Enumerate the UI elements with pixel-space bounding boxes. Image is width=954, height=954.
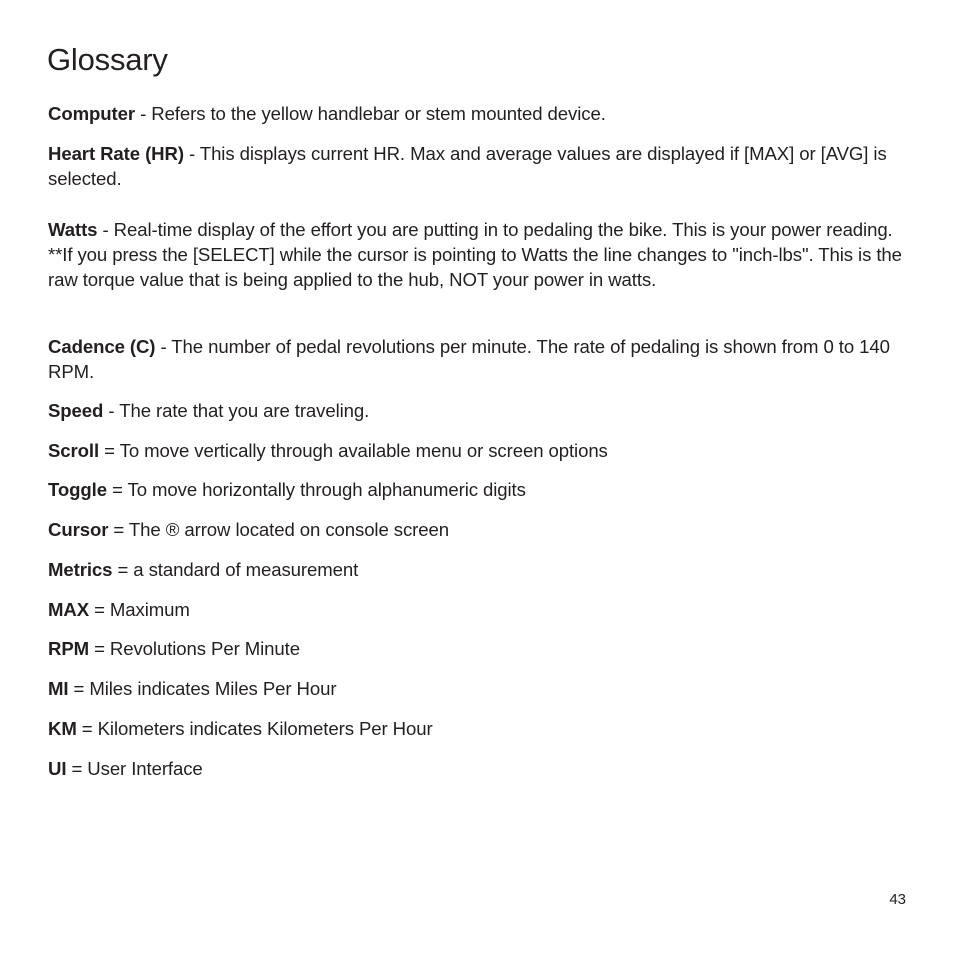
- glossary-entry-max: [48, 597, 908, 622]
- glossary-definition: = User Interface: [66, 758, 203, 779]
- glossary-term: Cadence (C): [48, 336, 156, 357]
- glossary-entry-metrics: [48, 557, 908, 582]
- glossary-entry-toggle: [48, 477, 908, 502]
- glossary-term: Watts: [48, 219, 98, 240]
- page-number: 43: [889, 891, 906, 908]
- glossary-term: Scroll: [48, 440, 100, 461]
- glossary-definition: - This displays current HR. Max and average values are displayed if [MAX] or [AVG] is selected.: [48, 143, 887, 189]
- glossary-definition: = The ® arrow located on console screen: [108, 519, 449, 540]
- glossary-entry-mi: [48, 676, 908, 701]
- glossary-term: Metrics: [48, 559, 113, 580]
- glossary-entry-ui: [48, 756, 908, 781]
- glossary-entry-cadence: [48, 334, 908, 384]
- glossary-definition: = a standard of measurement: [112, 559, 359, 580]
- glossary-term: Speed: [48, 400, 104, 421]
- glossary-term: Cursor: [48, 519, 109, 540]
- page-title: Glossary: [47, 42, 168, 77]
- glossary-entry-scroll: [48, 438, 908, 463]
- glossary-definition: = To move horizontally through alphanumeric digits: [106, 479, 526, 500]
- glossary-definition: - The number of pedal revolutions per minute. The rate of pedaling is shown from 0 to 140 RPM.: [48, 336, 890, 382]
- glossary-definition: = Kilometers indicates Kilometers Per Hour: [76, 718, 433, 739]
- glossary-term: Toggle: [48, 479, 107, 500]
- glossary-entry-computer: [48, 101, 908, 126]
- glossary-term: MI: [48, 678, 69, 699]
- glossary-entry-rpm: [48, 636, 908, 661]
- glossary-term: UI: [48, 758, 67, 779]
- glossary-term: RPM: [48, 638, 90, 659]
- glossary-term: Computer: [48, 103, 136, 124]
- glossary-entry-km: [48, 716, 908, 741]
- glossary-definition: = Maximum: [89, 599, 190, 620]
- glossary-entry-speed: [48, 398, 908, 423]
- glossary-definition: = Miles indicates Miles Per Hour: [68, 678, 337, 699]
- glossary-term: Heart Rate (HR): [48, 143, 184, 164]
- glossary-definition: - The rate that you are traveling.: [103, 400, 370, 421]
- glossary-term: KM: [48, 718, 77, 739]
- glossary-term: MAX: [48, 599, 90, 620]
- glossary-entry-heart-rate: [48, 141, 908, 191]
- glossary-definition: = Revolutions Per Minute: [89, 638, 300, 659]
- glossary-definition: - Real-time display of the effort you are putting in to pedaling the bike. This is your power reading. **If you press the [SELECT] while the cursor is pointing to Watts the line changes to "inch-lbs". This is the raw torque value that is being applied to the hub, NOT your power in watts.: [48, 219, 902, 290]
- glossary-entry-watts: [48, 217, 908, 292]
- glossary-definition: = To move vertically through available menu or screen options: [99, 440, 608, 461]
- glossary-definition: - Refers to the yellow handlebar or stem mounted device.: [135, 103, 606, 124]
- glossary-entry-cursor: [48, 517, 908, 542]
